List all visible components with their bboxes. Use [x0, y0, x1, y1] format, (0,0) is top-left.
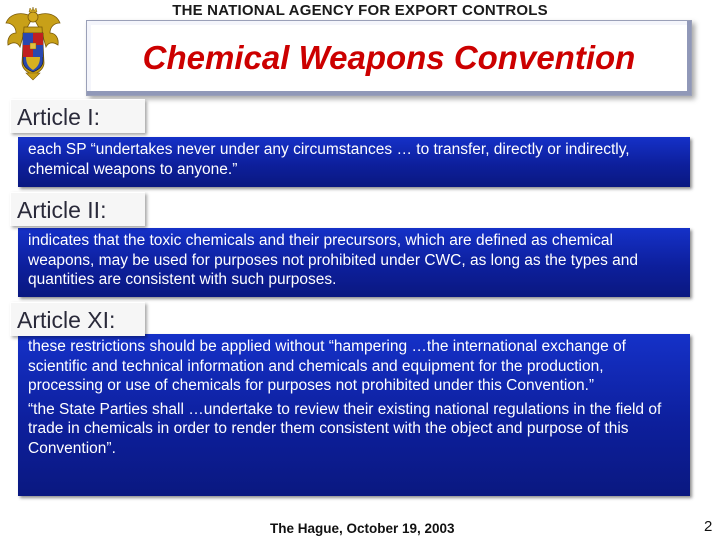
slide-title: Chemical Weapons Convention	[142, 39, 636, 76]
title-box	[86, 20, 692, 96]
agency-name: THE NATIONAL AGENCY FOR EXPORT CONTROLS	[172, 2, 548, 19]
coat-of-arms-icon	[4, 3, 62, 81]
article-2-label: Article II:	[10, 192, 145, 226]
article-2-panel	[18, 228, 690, 297]
article-2-text: indicates that the toxic chemicals and their precursors, which are defined as chemical weapons, may be used for purposes not prohibited under CWC, as long as the types and quantities are consistent with such purposes.	[28, 232, 639, 288]
footer-place-date: The Hague, October 19, 2003	[270, 521, 455, 536]
article-11-panel	[18, 334, 690, 496]
article-11-text-2: “the State Parties shall …undertake to review their existing national regulations in the field of trade in chemicals in order to render them consistent with the object and purpose of this Convention”.	[28, 400, 662, 457]
article-1-label: Article I:	[10, 99, 145, 133]
article-1-panel	[18, 137, 690, 187]
article-11-text-1: these restrictions should be applied without “hampering …the international exchange of scientific and technical information and chemicals and equipment for the production, processing or use of chemicals for purposes not prohibited under this Convention.”	[28, 338, 626, 394]
article-1-text: each SP “undertakes never under any circumstances … to transfer, directly or indirectly, chemical weapons to anyone.”	[28, 141, 630, 178]
article-11-label: Article XI:	[10, 302, 145, 336]
page-number: 2	[704, 518, 713, 535]
